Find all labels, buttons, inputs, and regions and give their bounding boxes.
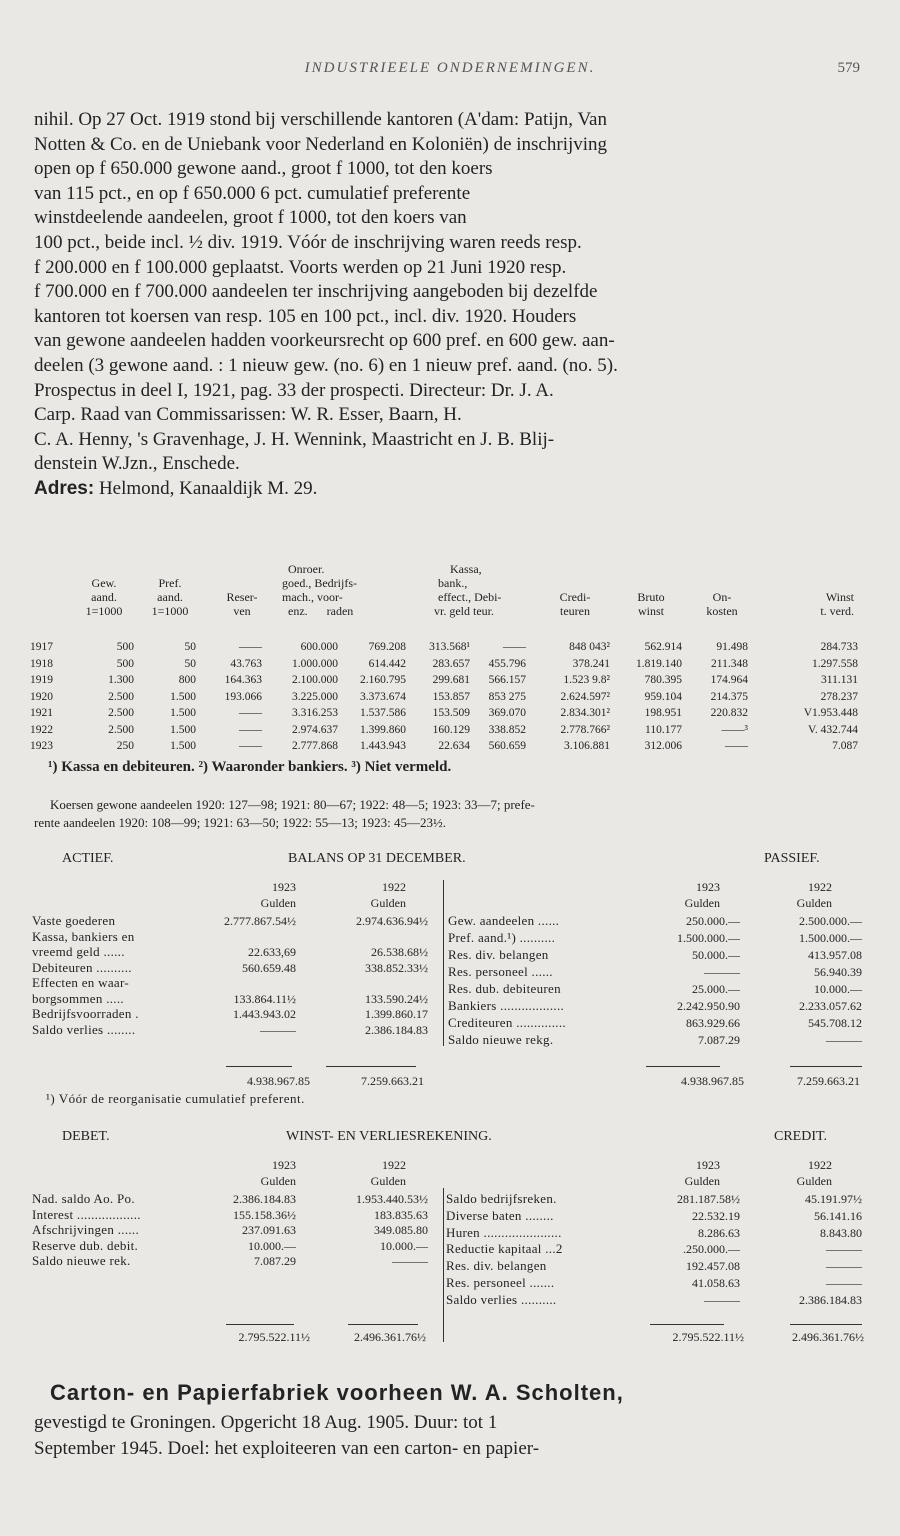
winst-total: 2.795.522.11½ bbox=[238, 1330, 310, 1344]
table-cell-debi: 853 275 bbox=[488, 690, 526, 703]
table-cell-winst: V. 432.744 bbox=[808, 723, 858, 736]
table-cell-gew: 2.500 bbox=[108, 690, 134, 703]
ledger-value-1922: 2.974.636.94½ bbox=[356, 914, 428, 928]
ledger-label: Saldo verlies .......... bbox=[446, 1291, 557, 1307]
winst-year: 1923 bbox=[696, 1158, 720, 1172]
paragraph-line: van gewone aandeelen hadden voorkeursrecht op 600 pref. en 600 gew. aan- bbox=[34, 330, 615, 352]
company-line: gevestigd te Groningen. Opgericht 18 Aug. 1905. Duur: tot 1 bbox=[34, 1412, 498, 1433]
paragraph-line: Carp. Raad van Commissarissen: W. R. Esser, Baarn, H. bbox=[34, 404, 462, 426]
ledger-value-1923: 41.058.63 bbox=[692, 1276, 740, 1290]
table-cell-debi: 560.659 bbox=[488, 740, 526, 752]
ledger-label: Kassa, bankiers en bbox=[32, 928, 135, 944]
table-cell-winst: 284.733 bbox=[820, 641, 858, 653]
balans-total: 4.938.967.85 bbox=[247, 1074, 310, 1088]
winst-right-title: CREDIT. bbox=[774, 1129, 828, 1144]
table-cell-onroer: 2.100.000 bbox=[292, 674, 338, 686]
table-cell-gew: 2.500 bbox=[108, 723, 134, 736]
ledger-value-1923: 50.000.— bbox=[692, 948, 740, 962]
total-rule bbox=[226, 1066, 292, 1067]
table-cell-on: —— bbox=[725, 740, 748, 752]
ledger-label: borgsommen ..... bbox=[32, 990, 124, 1006]
ledger-value-1923: 192.457.08 bbox=[686, 1259, 740, 1274]
table-cell-winst: 311.131 bbox=[821, 674, 858, 686]
ledger-value-1922: 413.957.08 bbox=[808, 948, 862, 962]
winst-unit: Gulden bbox=[684, 1174, 720, 1188]
ledger-label: Bedrijfsvoorraden . bbox=[32, 1006, 139, 1021]
winst-year: 1923 bbox=[272, 1158, 296, 1172]
table-cell-year: 1918 bbox=[30, 657, 53, 670]
table-cell-bedr: 614.442 bbox=[368, 657, 406, 670]
ledger-value-1923: 2.242.950.90 bbox=[677, 999, 740, 1013]
table-cell-credi: 378.241 bbox=[572, 657, 610, 670]
address-label: Adres: bbox=[34, 477, 95, 499]
ledger-value-1923: 863.929.66 bbox=[686, 1016, 740, 1030]
ledger-value-1922: 8.843.80 bbox=[820, 1225, 862, 1240]
ledger-label: Crediteuren .............. bbox=[448, 1015, 566, 1030]
ledger-label: Interest .................. bbox=[32, 1206, 141, 1222]
balans-center-title: BALANS OP 31 DECEMBER. bbox=[288, 851, 466, 866]
balans-total: 4.938.967.85 bbox=[681, 1074, 744, 1088]
ledger-value-1923: 8.286.63 bbox=[698, 1225, 740, 1240]
ledger-value-1923: 133.864.11½ bbox=[233, 991, 296, 1006]
table-cell-credi: 2.834.301² bbox=[560, 707, 610, 719]
ledger-label: Saldo nieuwe rek. bbox=[32, 1253, 131, 1268]
running-header bbox=[0, 60, 900, 82]
table-cell-debi: 566.157 bbox=[488, 674, 526, 686]
table-cell-kassa: 153.857 bbox=[432, 690, 470, 703]
ledger-value-1922: 26.538.68½ bbox=[371, 945, 428, 959]
header-kassa: Kassa, bank., effect., Debi- vr. geld teur. bbox=[434, 562, 502, 618]
header-onroer: Onroer. goed., Bedrijfs- mach., voor- enz. raden bbox=[282, 562, 357, 618]
table-cell-on: ——³ bbox=[721, 723, 748, 736]
table-cell-year: 1917 bbox=[30, 641, 53, 653]
koersen-line: Koersen gewone aandeelen 1920: 127—98; 1921: 80—67; 1922: 48—5; 1923: 33—7; prefe- bbox=[50, 797, 535, 812]
table-cell-pref: 50 bbox=[184, 641, 196, 653]
table-cell-reser: —— bbox=[239, 707, 262, 719]
ledger-value-1923: ——— bbox=[260, 1022, 296, 1037]
balans-left-title: ACTIEF. bbox=[62, 851, 114, 866]
table-cell-bedr: 3.373.674 bbox=[360, 690, 406, 703]
table-cell-kassa: 153.509 bbox=[432, 707, 470, 719]
table-cell-credi: 2.778.766² bbox=[560, 723, 610, 736]
ledger-label: Effecten en waar- bbox=[32, 975, 129, 990]
ledger-label: Res. personeel ....... bbox=[446, 1275, 555, 1290]
ledger-label: Reserve dub. debit. bbox=[32, 1237, 139, 1253]
table-cell-pref: 1.500 bbox=[170, 740, 196, 752]
total-rule bbox=[326, 1066, 416, 1067]
table-cell-bruto: 312.006 bbox=[644, 740, 682, 752]
ledger-label: Res. div. belangen bbox=[446, 1258, 547, 1274]
table-cell-credi: 1.523 9.8² bbox=[563, 674, 610, 686]
ledger-label: Debiteuren .......... bbox=[32, 959, 132, 975]
company-name: Carton- en Papierfabriek voorheen W. A. Scholten, bbox=[50, 1380, 624, 1405]
header-pref: Pref. aand. 1=1000 bbox=[151, 576, 189, 618]
address-line bbox=[34, 477, 866, 502]
balans-footnote: ¹) Vóór de reorganisatie cumulatief preferent. bbox=[46, 1091, 305, 1106]
table-cell-reser: —— bbox=[239, 723, 262, 736]
ledger-value-1922: 349.085.80 bbox=[374, 1223, 428, 1237]
table-cell-winst: V1.953.448 bbox=[803, 707, 858, 719]
ledger-value-1922: 2.233.057.62 bbox=[799, 999, 862, 1013]
winst-unit: Gulden bbox=[260, 1174, 296, 1188]
winst-year: 1922 bbox=[382, 1158, 406, 1172]
table-cell-gew: 250 bbox=[116, 740, 134, 752]
balans-unit: Gulden bbox=[684, 896, 720, 910]
paragraph-line: Prospectus in deel I, 1921, pag. 33 der prospecti. Directeur: Dr. J. A. bbox=[34, 379, 554, 401]
table-cell-gew: 500 bbox=[116, 657, 134, 670]
table-cell-kassa: 313.568¹ bbox=[429, 641, 470, 653]
table-cell-pref: 800 bbox=[178, 674, 196, 686]
winst-left-title: DEBET. bbox=[62, 1129, 110, 1144]
table-cell-bedr: 1.399.860 bbox=[360, 723, 406, 736]
ledger-value-1922: 56.940.39 bbox=[814, 965, 862, 979]
table-cell-gew: 500 bbox=[116, 641, 134, 653]
total-rule bbox=[348, 1324, 418, 1325]
table-cell-year: 1922 bbox=[30, 723, 53, 736]
ledger-value-1923: 7.087.29 bbox=[254, 1254, 296, 1268]
balans-total: 7.259.663.21 bbox=[361, 1074, 424, 1088]
address-value: Helmond, Kanaaldijk M. 29. bbox=[98, 477, 318, 499]
ledger-label: Nad. saldo Ao. Po. bbox=[32, 1191, 135, 1206]
total-rule bbox=[650, 1324, 724, 1325]
balans-year-d: 1922 bbox=[808, 880, 832, 894]
winst-center-title: WINST- EN VERLIESREKENING. bbox=[286, 1129, 492, 1144]
table-cell-pref: 1.500 bbox=[170, 723, 196, 736]
table-cell-bedr: 1.443.943 bbox=[360, 740, 406, 752]
winst-unit: Gulden bbox=[796, 1174, 832, 1188]
paragraph-line: denstein W.Jzn., Enschede. bbox=[34, 453, 240, 475]
paragraph-line: van 115 pct., en op f 650.000 6 pct. cumulatief preferente bbox=[34, 182, 471, 204]
ledger-value-1923: 1.443.943.02 bbox=[233, 1007, 296, 1021]
total-rule bbox=[790, 1066, 862, 1067]
koersen-line: rente aandeelen 1920: 108—99; 1921: 63—50; 1922: 55—13; 1923: 45—23½. bbox=[34, 815, 446, 830]
ledger-label: Res. div. belangen bbox=[448, 947, 549, 962]
ledger-value-1923: 281.187.58½ bbox=[677, 1192, 740, 1206]
winst-unit: Gulden bbox=[370, 1174, 406, 1188]
ledger-value-1922: ——— bbox=[826, 1276, 862, 1290]
ledger-label: Res. personeel ...... bbox=[448, 964, 553, 979]
ledger-value-1922: 10.000.— bbox=[380, 1238, 428, 1253]
winst-divider bbox=[443, 1188, 444, 1342]
ledger-value-1922: ——— bbox=[392, 1254, 428, 1268]
ledger-label: Gew. aandeelen ...... bbox=[448, 913, 560, 928]
balans-right-title: PASSIEF. bbox=[764, 851, 820, 866]
table-cell-onroer: 3.316.253 bbox=[292, 707, 338, 719]
ledger-value-1922: ——— bbox=[826, 1242, 862, 1257]
balans-unit: Gulden bbox=[370, 896, 406, 910]
table-cell-kassa: 22.634 bbox=[438, 740, 470, 752]
ledger-value-1922: ——— bbox=[826, 1033, 862, 1047]
table-cell-bruto: 1.819.140 bbox=[636, 657, 682, 670]
paragraph-line: Notten & Co. en de Uniebank voor Nederland en Koloniën) de inschrijving bbox=[34, 133, 608, 155]
table-cell-debi: 369.070 bbox=[488, 707, 526, 719]
header-onkosten: On- kosten bbox=[706, 590, 738, 618]
ledger-value-1923: 7.087.29 bbox=[698, 1033, 740, 1047]
winst-total: 2.496.361.76½ bbox=[792, 1330, 864, 1344]
winst-total: 2.795.522.11½ bbox=[672, 1330, 744, 1344]
balans-divider bbox=[443, 880, 444, 1046]
page-number: 579 bbox=[837, 60, 860, 76]
ledger-value-1922: ——— bbox=[826, 1259, 862, 1274]
table-cell-onroer: 600.000 bbox=[300, 641, 338, 653]
ledger-value-1922: 10.000.— bbox=[814, 982, 862, 996]
paragraph-line: f 700.000 en f 700.000 aandeelen ter inschrijving aangeboden bij dezelfde bbox=[34, 281, 598, 303]
total-rule bbox=[226, 1324, 294, 1325]
ledger-label: Diverse baten ........ bbox=[446, 1207, 554, 1223]
balans-year-c: 1923 bbox=[696, 880, 720, 894]
paragraph-line: winstdeelende aandeelen, groot f 1000, tot den koers van bbox=[34, 207, 467, 229]
ledger-value-1923: 22.633,69 bbox=[248, 945, 296, 959]
table-cell-reser: —— bbox=[239, 740, 262, 752]
header-crediteuren: Credi- teuren bbox=[559, 590, 591, 618]
table-cell-on: 220.832 bbox=[710, 707, 748, 719]
ledger-value-1922: 56.141.16 bbox=[814, 1208, 862, 1223]
ledger-value-1922: 45.191.97½ bbox=[805, 1192, 862, 1206]
ledger-value-1922: 2.500.000.— bbox=[799, 914, 862, 928]
company-paragraph bbox=[34, 108, 866, 502]
table-cell-debi: 455.796 bbox=[488, 657, 526, 670]
ledger-value-1922: 1.953.440.53½ bbox=[356, 1192, 428, 1206]
table-cell-onroer: 1.000.000 bbox=[292, 657, 338, 670]
header-reserven: Reser- ven bbox=[226, 590, 258, 618]
ledger-value-1922: 1.399.860.17 bbox=[365, 1007, 428, 1021]
ledger-value-1923: 10.000.— bbox=[248, 1238, 296, 1253]
total-rule bbox=[790, 1324, 862, 1325]
table-cell-gew: 2.500 bbox=[108, 707, 134, 719]
table-cell-pref: 1.500 bbox=[170, 707, 196, 719]
ledger-label: Saldo bedrijfsreken. bbox=[446, 1191, 557, 1206]
header-bruto-winst: Bruto winst bbox=[637, 590, 665, 618]
table-cell-debi: —— bbox=[503, 641, 526, 653]
paragraph-line: nihil. Op 27 Oct. 1919 stond bij verschillende kantoren (A'dam: Patijn, Van bbox=[34, 109, 607, 130]
table-cell-bedr: 1.537.586 bbox=[360, 707, 406, 719]
company-line: September 1945. Doel: het exploiteeren van een carton- en papier- bbox=[34, 1438, 540, 1459]
ledger-value-1923: ——— bbox=[704, 1292, 740, 1307]
ledger-label: Bankiers .................. bbox=[448, 998, 565, 1013]
balans-unit: Gulden bbox=[796, 896, 832, 910]
ledger-label: Reductie kapitaal ...2 bbox=[446, 1241, 563, 1257]
ledger-label: vreemd geld ...... bbox=[32, 944, 125, 959]
ledger-value-1923: 155.158.36½ bbox=[233, 1207, 296, 1222]
paragraph-line: 100 pct., beide incl. ½ div. 1919. Vóór de inschrijving waren reeds resp. bbox=[34, 231, 582, 253]
balans-unit: Gulden bbox=[260, 896, 296, 910]
table-cell-kassa: 160.129 bbox=[432, 723, 470, 736]
ledger-value-1923: 250.000.— bbox=[686, 914, 740, 928]
table-cell-bruto: 959.104 bbox=[644, 690, 682, 703]
ledger-value-1922: 2.386.184.83 bbox=[365, 1022, 428, 1037]
balans-year-b: 1922 bbox=[382, 880, 406, 894]
ledger-label: Saldo verlies ........ bbox=[32, 1021, 136, 1037]
table-cell-reser: 193.066 bbox=[224, 690, 262, 703]
ledger-value-1922: 183.835.63 bbox=[374, 1207, 428, 1222]
table-cell-on: 211.348 bbox=[711, 657, 748, 670]
ledger-value-1923: 22.532.19 bbox=[692, 1208, 740, 1223]
table-cell-year: 1920 bbox=[30, 690, 53, 703]
ledger-value-1922: 545.708.12 bbox=[808, 1016, 862, 1030]
table-cell-debi: 338.852 bbox=[488, 723, 526, 736]
balans-year-a: 1923 bbox=[272, 880, 296, 894]
table-cell-bedr: 2.160.795 bbox=[360, 674, 406, 686]
paragraph-line: kantoren tot koersen van resp. 105 en 100 pct., incl. div. 1920. Houders bbox=[34, 305, 577, 327]
ledger-label: Pref. aand.¹) .......... bbox=[448, 930, 556, 945]
ledger-value-1923: 2.386.184.83 bbox=[233, 1192, 296, 1206]
table-cell-bruto: 198.951 bbox=[644, 707, 682, 719]
table-cell-bedr: 769.208 bbox=[368, 641, 406, 653]
ledger-value-1923: 2.777.867.54½ bbox=[224, 914, 296, 928]
table-cell-on: 214.375 bbox=[710, 690, 748, 703]
balans-total: 7.259.663.21 bbox=[797, 1074, 860, 1088]
ledger-value-1922: 1.500.000.— bbox=[799, 931, 862, 945]
ledger-label: Huren ...................... bbox=[446, 1224, 562, 1240]
table-cell-bruto: 562.914 bbox=[644, 641, 682, 653]
table-cell-onroer: 2.974.637 bbox=[292, 723, 338, 736]
table-cell-year: 1923 bbox=[30, 740, 53, 752]
table-cell-winst: 1.297.558 bbox=[812, 657, 858, 670]
ledger-value-1923: 25.000.— bbox=[692, 982, 740, 996]
paragraph-line: C. A. Henny, 's Gravenhage, J. H. Wennink, Maastricht en J. B. Blij- bbox=[34, 428, 555, 450]
table-cell-winst: 278.237 bbox=[820, 690, 858, 703]
table-cell-pref: 50 bbox=[184, 657, 196, 670]
table-cell-kassa: 299.681 bbox=[432, 674, 470, 686]
ledger-label: Saldo nieuwe rekg. bbox=[448, 1032, 554, 1047]
table-cell-reser: —— bbox=[239, 641, 262, 653]
table-cell-reser: 164.363 bbox=[224, 674, 262, 686]
table-cell-credi: 3.106.881 bbox=[564, 740, 610, 752]
winst-total: 2.496.361.76½ bbox=[354, 1330, 426, 1344]
ledger-value-1922: 133.590.24½ bbox=[365, 991, 428, 1006]
table-cell-on: 91.498 bbox=[716, 641, 748, 653]
ledger-value-1923: 237.091.63 bbox=[242, 1223, 296, 1237]
paragraph-line: open op f 650.000 gewone aand., groot f 1000, tot den koers bbox=[34, 158, 493, 180]
ledger-value-1923: 1.500.000.— bbox=[677, 931, 740, 945]
table-cell-onroer: 2.777.868 bbox=[292, 740, 338, 752]
table-cell-year: 1921 bbox=[30, 707, 53, 719]
paragraph-line: f 200.000 en f 100.000 geplaatst. Voorts werden op 21 Juni 1920 resp. bbox=[34, 256, 567, 278]
header-winst: Winst t. verd. bbox=[820, 590, 854, 618]
running-title: INDUSTRIEELE ONDERNEMINGEN. bbox=[304, 60, 596, 76]
paragraph-line: deelen (3 gewone aand. : 1 nieuw gew. (no. 6) en 1 nieuw pref. aand. (no. 5). bbox=[34, 354, 618, 376]
table-cell-on: 174.964 bbox=[710, 674, 748, 686]
table-cell-gew: 1.300 bbox=[108, 674, 134, 686]
total-rule bbox=[646, 1066, 720, 1067]
ledger-value-1922: 338.852.33½ bbox=[365, 960, 428, 975]
ledger-label: Res. dub. debiteuren bbox=[448, 981, 561, 996]
table-cell-onroer: 3.225.000 bbox=[292, 690, 338, 703]
table-cell-winst: 7.087 bbox=[832, 740, 858, 752]
winst-year: 1922 bbox=[808, 1158, 832, 1172]
ledger-label: Afschrijvingen ...... bbox=[32, 1222, 140, 1237]
table-cell-year: 1919 bbox=[30, 674, 53, 686]
table-cell-bruto: 110.177 bbox=[645, 723, 682, 736]
table-cell-credi: 848 043² bbox=[569, 641, 610, 653]
ledger-value-1923: .250.000.— bbox=[683, 1242, 740, 1257]
table-cell-kassa: 283.657 bbox=[432, 657, 470, 670]
table-cell-bruto: 780.395 bbox=[644, 674, 682, 686]
ledger-value-1923: 560.659.48 bbox=[242, 960, 296, 975]
table-cell-credi: 2.624.597² bbox=[560, 690, 610, 703]
table-cell-reser: 43.763 bbox=[230, 657, 262, 670]
ledger-value-1922: 2.386.184.83 bbox=[799, 1292, 862, 1307]
ledger-label: Vaste goederen bbox=[32, 913, 116, 928]
header-gew: Gew. aand. 1=1000 bbox=[85, 576, 123, 618]
table-cell-pref: 1.500 bbox=[170, 690, 196, 703]
ledger-value-1923: ——— bbox=[704, 965, 740, 979]
table-footnote: ¹) Kassa en debiteuren. ²) Waaronder bankiers. ³) Niet vermeld. bbox=[48, 759, 452, 775]
